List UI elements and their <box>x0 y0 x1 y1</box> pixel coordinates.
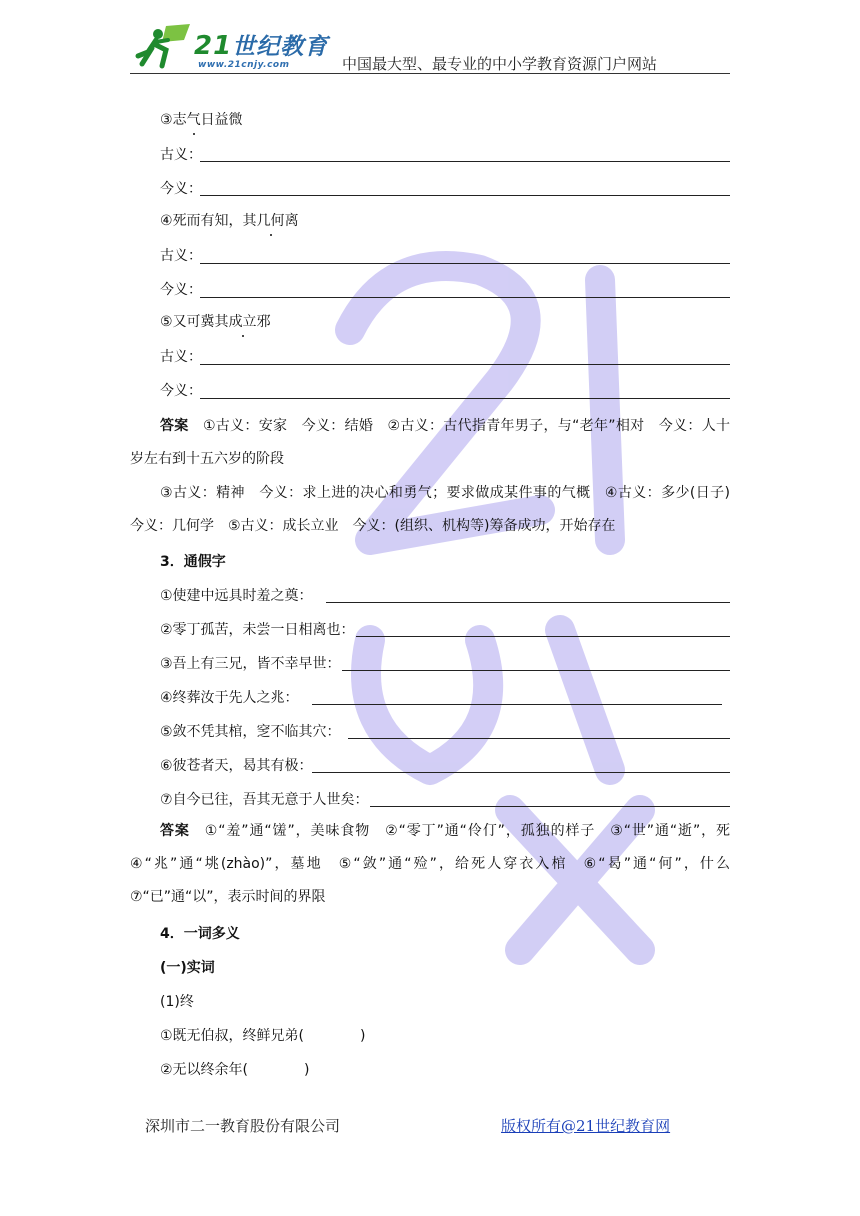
answer-blank[interactable] <box>370 806 730 807</box>
polysemy-item-2: ②无以终余年( ) <box>160 1062 310 1078</box>
tongjia-item-3: ③吾上有三兄，皆不幸早世： <box>160 656 341 672</box>
gu-label: 古义： <box>160 147 202 163</box>
footer-company: 深圳市二一教育股份有限公司 <box>145 1117 341 1135</box>
site-logo[interactable] <box>130 20 330 76</box>
jin-answer-blank[interactable] <box>200 398 730 399</box>
page-header <box>130 20 730 76</box>
logo-url: www.21cnjy.com <box>198 60 290 70</box>
gu-label: 古义： <box>160 248 202 264</box>
tongjia-item-2: ②零丁孤苦，未尝一日相离也： <box>160 622 355 638</box>
header-tagline: 中国最大型、最专业的中小学教育资源门户网站 <box>342 55 658 73</box>
tongjia-item-6: ⑥彼苍者天，曷其有极： <box>160 758 313 774</box>
jin-answer-blank[interactable] <box>200 195 730 196</box>
tongjia-item-7: ⑦自今已往，吾其无意于人世矣： <box>160 792 369 808</box>
vocab-item-5: ⑤又可冀其成立邪 <box>160 314 271 330</box>
answer-paragraph-vocab: 答案 ①古义：安家 今义：结婚 ②古义：古代指青年男子，与“老年”相对 今义：人十岁左右到十五六岁的阶段 <box>130 418 731 467</box>
jin-label: 今义： <box>160 383 202 399</box>
tongjia-item-4: ④终葬汝于先人之兆： <box>160 690 299 706</box>
vocab-item-4: ④死而有知，其几何离 <box>160 213 299 229</box>
answer-blank[interactable] <box>356 636 730 637</box>
gu-answer-blank[interactable] <box>200 364 730 365</box>
footer-copyright-link[interactable]: 版权所有@21世纪教育网 <box>501 1117 671 1135</box>
polysemy-item-1: ①既无伯叔，终鲜兄弟( ) <box>160 1028 366 1044</box>
tongjia-item-1: ①使建中远具时羞之奠： <box>160 588 313 604</box>
jin-label: 今义： <box>160 181 202 197</box>
runner-logo-icon <box>132 22 196 70</box>
section-title-yiciduoyi: 4．一词多义 <box>160 926 240 942</box>
answer-blank[interactable] <box>312 704 722 705</box>
answer-blank[interactable] <box>326 602 730 603</box>
gu-label: 古义： <box>160 349 202 365</box>
word-heading-zhong: (1)终 <box>160 994 194 1010</box>
section-title-tongjiazi: 3．通假字 <box>160 554 226 570</box>
jin-label: 今义： <box>160 282 202 298</box>
vocab-item-3: ③志气日益微 <box>160 112 243 128</box>
answer-blank[interactable] <box>312 772 730 773</box>
subsection-shici: (一)实词 <box>160 960 215 976</box>
answer-blank[interactable] <box>342 670 730 671</box>
answer-paragraph-vocab-cont: ③古义：精神 今义：求上进的决心和勇气；要求做成某件事的气概 ④古义：多少(日子) 今义：几何学 ⑤古义：成长立业 今义：(组织、机构等)筹备成功，开始存在 <box>130 485 744 534</box>
jin-answer-blank[interactable] <box>200 297 730 298</box>
logo-wordmark: 21世纪教育 <box>194 31 329 61</box>
answer-blank[interactable] <box>348 738 730 739</box>
header-divider <box>130 73 730 74</box>
gu-answer-blank[interactable] <box>200 161 730 162</box>
answer-paragraph-tongjiazi: 答案 ①“羞”通“馐”，美味食物 ②“零丁”通“伶仃”，孤独的样子 ③“世”通“逝”，死 ④“兆”通“垗(zhào)”，墓地 ⑤“敛”通“殓”，给死人穿衣入棺 ⑥“曷”通“何”，什么 ⑦“已”通“以”，表示时间的界限 <box>130 823 745 905</box>
gu-answer-blank[interactable] <box>200 263 730 264</box>
tongjia-item-5: ⑤敛不凭其棺，窆不临其穴： <box>160 724 341 740</box>
